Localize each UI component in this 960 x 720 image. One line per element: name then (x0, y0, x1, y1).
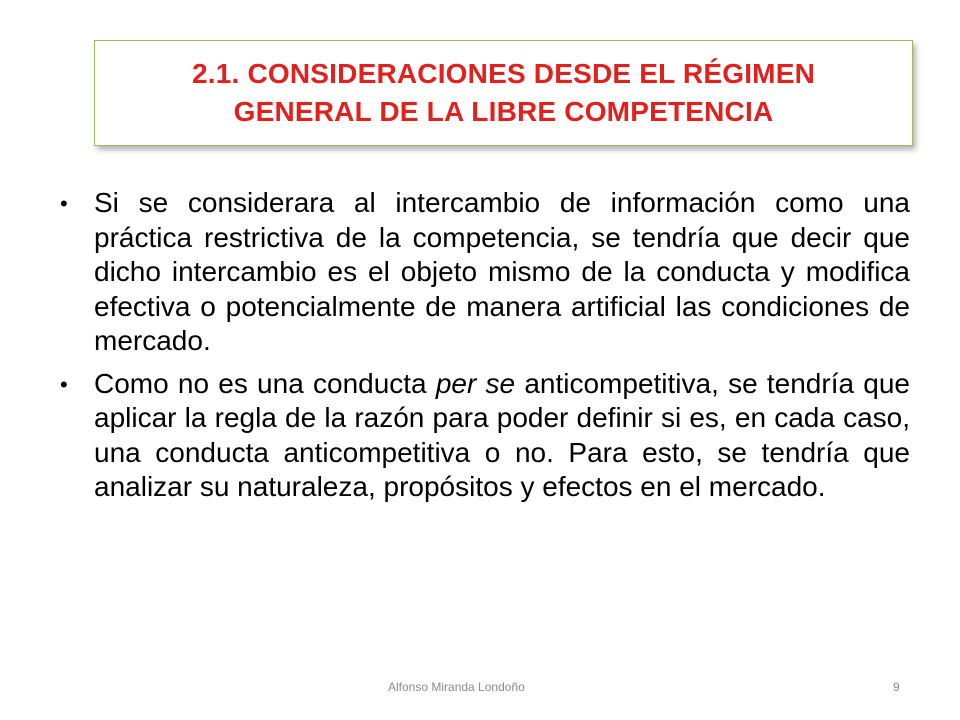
bullet-list (58, 186, 910, 513)
bullet-dot-icon: • (60, 371, 68, 397)
bullet-dot-icon: • (60, 191, 68, 216)
footer-author: Alfonso Miranda Londoño (388, 680, 525, 694)
bullet-text-2-italic: per se (435, 367, 516, 399)
slide-title-line-1: 2.1. CONSIDERACIONES DESDE EL RÉGIMEN (191, 58, 815, 89)
bullet-item-1 (58, 186, 910, 359)
bullet-item-2 (58, 367, 910, 505)
bullet-text-2 (94, 367, 910, 505)
slide-title-box (94, 40, 913, 146)
slide-title-line-2: GENERAL DE LA LIBRE COMPETENCIA (233, 96, 774, 127)
page-number: 9 (893, 680, 900, 694)
bullet-text-1: Si se considerara al intercambio de información como una práctica restrictiva de la competencia, se tendría que decir que dicho intercambio es el objeto mismo de la conducta y modifica efectiva o potencialmente de manera artificial las condiciones de mercado. (94, 187, 910, 356)
bullet-text-2-start: Como no es una conducta (94, 367, 436, 399)
bullet-text-2-end: anticompetitiva, se tendría que aplicar la regla de la razón para poder definir si es, en cada caso, una conducta anticompetitiva o no. Para esto, se tendría que analizar su naturaleza, propósitos y efectos en el mercado. (94, 367, 910, 502)
